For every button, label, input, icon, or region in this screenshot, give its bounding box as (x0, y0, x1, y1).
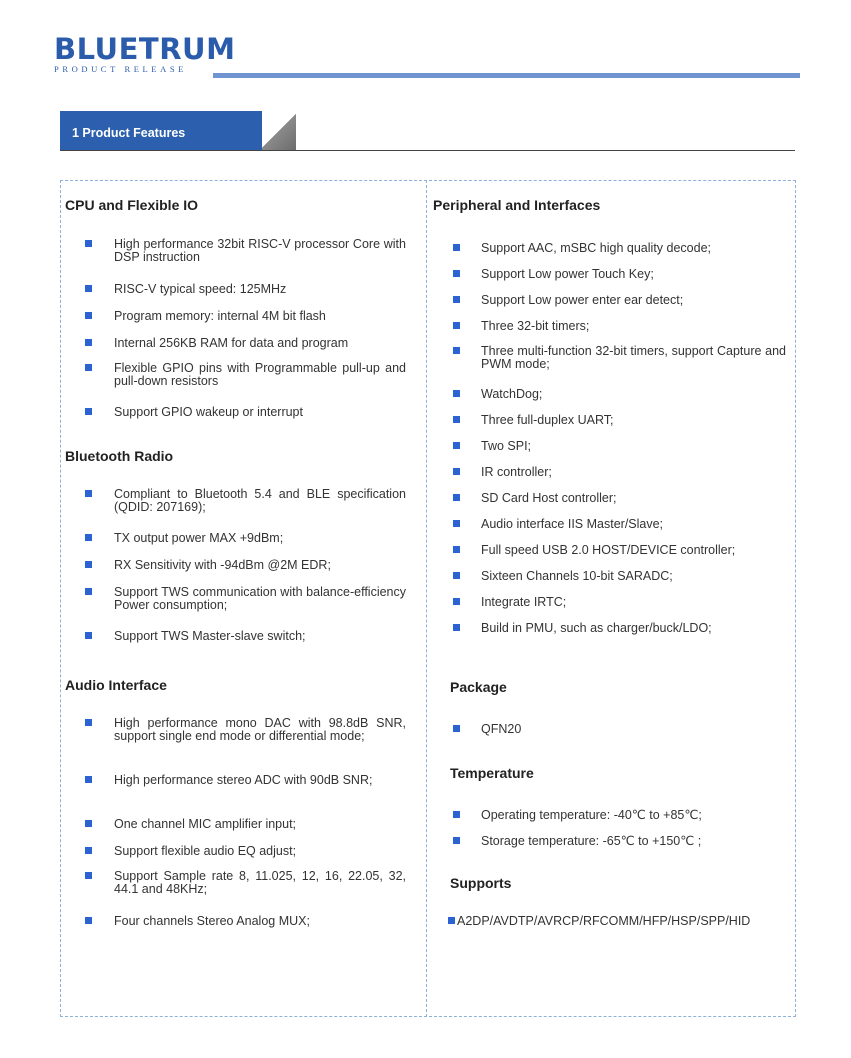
bullet-icon (85, 588, 92, 595)
heading-package: Package (450, 679, 507, 695)
bullet-icon (85, 632, 92, 639)
list-item: Storage temperature: -65℃ to +150℃ ; (453, 835, 786, 848)
column-divider (426, 180, 427, 1017)
bullet-icon (85, 917, 92, 924)
bullet-icon (85, 534, 92, 541)
bullet-icon (85, 719, 92, 726)
heading-cpu: CPU and Flexible IO (65, 197, 199, 213)
heading-temperature: Temperature (450, 765, 534, 781)
list-item: Full speed USB 2.0 HOST/DEVICE controller; (453, 544, 786, 557)
header-rule (213, 73, 800, 78)
bullet-icon (453, 572, 460, 579)
bluetrum-logo (54, 34, 235, 74)
logo-tagline: PRODUCT RELEASE (54, 64, 187, 74)
heading-bluetooth: Bluetooth Radio (65, 448, 174, 464)
logo-name: BLUETRUM (54, 32, 236, 66)
heading-audio: Audio Interface (65, 677, 167, 693)
list-item: RISC-V typical speed: 125MHz (85, 283, 406, 296)
bullet-icon (85, 776, 92, 783)
list-item: Three 32-bit timers; (453, 320, 786, 333)
bullet-icon (85, 561, 92, 568)
list-item: High performance stereo ADC with 90dB SNR; (85, 774, 406, 787)
list-item: Support TWS Master-slave switch; (85, 630, 406, 643)
list-item: QFN20 (453, 723, 786, 736)
list-item: Flexible GPIO pins with Programmable pull-up and pull-down resistors (85, 362, 406, 388)
list-item: Support GPIO wakeup or interrupt (85, 406, 406, 419)
list-item: WatchDog; (453, 388, 786, 401)
list-item: Support TWS communication with balance-efficiency Power consumption; (85, 586, 406, 612)
bullet-icon (85, 820, 92, 827)
list-item: Internal 256KB RAM for data and program (85, 337, 406, 350)
list-item: Program memory: internal 4M bit flash (85, 310, 406, 323)
list-item: Three multi-function 32-bit timers, support Capture and PWM mode; (453, 345, 786, 371)
bullet-icon (85, 847, 92, 854)
list-item: Support AAC, mSBC high quality decode; (453, 242, 786, 255)
bullet-icon (453, 624, 460, 631)
heading-supports: Supports (450, 875, 512, 891)
bullet-icon (85, 408, 92, 415)
bullet-icon (453, 270, 460, 277)
bullet-icon (85, 364, 92, 371)
bullet-icon (453, 390, 460, 397)
list-item: Build in PMU, such as charger/buck/LDO; (453, 622, 786, 635)
bullet-icon (453, 442, 460, 449)
list-item: SD Card Host controller; (453, 492, 786, 505)
section-rule (60, 150, 795, 151)
supports-profiles: A2DP/AVDTP/AVRCP/RFCOMM/HFP/HSP/SPP/HID (448, 910, 768, 932)
bullet-icon (453, 468, 460, 475)
list-item: Three full-duplex UART; (453, 414, 786, 427)
bullet-icon (453, 598, 460, 605)
bullet-icon (85, 872, 92, 879)
bullet-icon (448, 917, 455, 924)
bullet-icon (85, 490, 92, 497)
list-item: Audio interface IIS Master/Slave; (453, 518, 786, 531)
heading-peripheral: Peripheral and Interfaces (433, 197, 601, 213)
bullet-icon (85, 240, 92, 247)
bullet-icon (453, 837, 460, 844)
list-item: Two SPI; (453, 440, 786, 453)
list-item: Four channels Stereo Analog MUX; (85, 915, 406, 928)
bullet-icon (453, 244, 460, 251)
list-item: Compliant to Bluetooth 5.4 and BLE specification (QDID: 207169); (85, 488, 406, 514)
bullet-icon (85, 285, 92, 292)
list-item: Integrate IRTC; (453, 596, 786, 609)
list-item: RX Sensitivity with -94dBm @2M EDR; (85, 559, 406, 572)
section-tab-shadow (262, 111, 296, 151)
list-item: IR controller; (453, 466, 786, 479)
bullet-icon (453, 296, 460, 303)
bullet-icon (453, 546, 460, 553)
list-item: One channel MIC amplifier input; (85, 818, 406, 831)
list-item: TX output power MAX +9dBm; (85, 532, 406, 545)
list-item: High performance 32bit RISC-V processor Core with DSP instruction (85, 238, 406, 264)
list-item: High performance mono DAC with 98.8dB SNR, support single end mode or differential mode; (85, 717, 406, 743)
bullet-icon (85, 339, 92, 346)
bullet-icon (453, 494, 460, 501)
bullet-icon (453, 347, 460, 354)
list-item: Support Low power Touch Key; (453, 268, 786, 281)
bullet-icon (453, 416, 460, 423)
list-item: Sixteen Channels 10-bit SARADC; (453, 570, 786, 583)
list-item: Support Sample rate 8, 11.025, 12, 16, 22.05, 32, 44.1 and 48KHz; (85, 870, 406, 896)
section-title: 1 Product Features (72, 126, 186, 140)
list-item: Support Low power enter ear detect; (453, 294, 786, 307)
bullet-icon (85, 312, 92, 319)
bullet-icon (453, 811, 460, 818)
bullet-icon (453, 725, 460, 732)
bullet-icon (453, 520, 460, 527)
list-item: Operating temperature: -40℃ to +85℃; (453, 809, 786, 822)
list-item: Support flexible audio EQ adjust; (85, 845, 406, 858)
bullet-icon (453, 322, 460, 329)
